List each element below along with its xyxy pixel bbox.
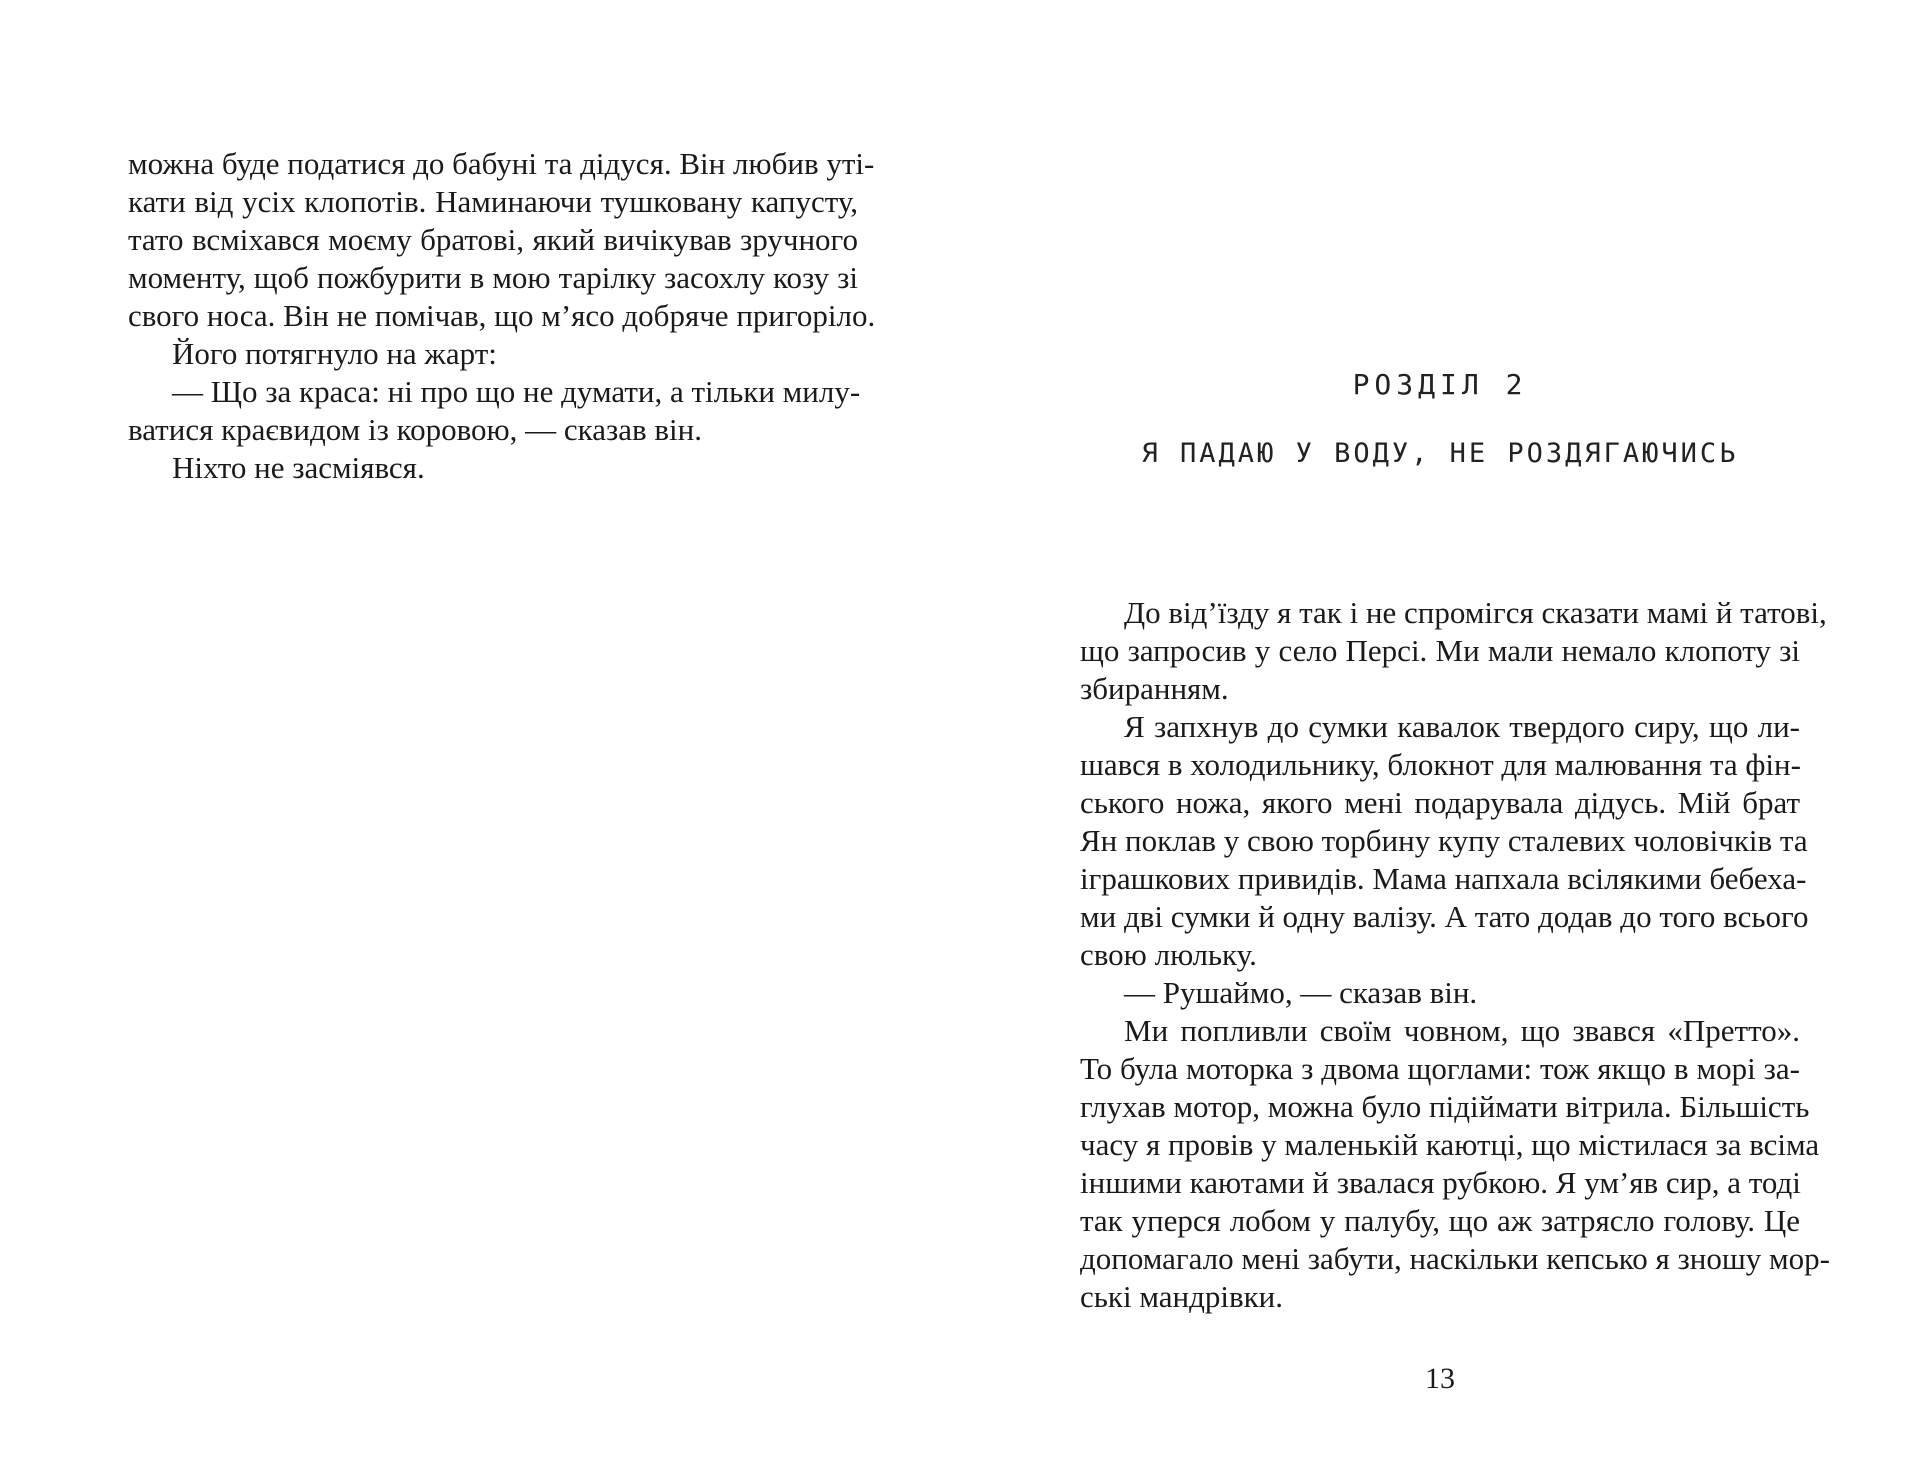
text-line: що запросив у село Персі. Ми мали немало клопоту зі <box>1080 633 1800 668</box>
text-line: іншими каютами й звалася рубкою. Я ум’яв сир, а тоді <box>1080 1165 1801 1200</box>
text-line: Його потягнуло на жарт: <box>172 336 497 371</box>
text-line: свою люльку. <box>1080 937 1257 972</box>
text-line: ватися краєвидом із коровою, — сказав він. <box>128 412 703 447</box>
chapter-label: РОЗДІЛ 2 <box>1352 368 1528 401</box>
text-line: іграшкових привидів. Мама напхала всілякими бебеха- <box>1080 861 1807 896</box>
text-line: допомагало мені забути, наскільки кепсько я зношу мор- <box>1080 1241 1830 1276</box>
text-line: ського ножа, якого мені подарувала дідусь. Мій брат <box>1080 785 1800 820</box>
text-line: ські мандрівки. <box>1080 1279 1283 1314</box>
text-line: глухав мотор, можна було підіймати вітрила. Більшість <box>1080 1089 1810 1124</box>
text-line: Я запхнув до сумки кавалок твердого сиру, що ли- <box>1124 709 1800 744</box>
chapter-title: Я ПАДАЮ У ВОДУ, НЕ РОЗДЯГАЮЧИСЬ <box>1141 438 1739 469</box>
text-line: моменту, щоб пожбурити в мою тарілку засохлу козу зі <box>128 260 858 295</box>
text-line: — Рушаймо, — сказав він. <box>1124 975 1478 1010</box>
text-line: Ян поклав у свою торбину купу сталевих чоловічків та <box>1080 823 1808 858</box>
text-line: кати від усіх клопотів. Наминаючи тушковану капусту, <box>128 184 858 219</box>
text-line: ми дві сумки й одну валізу. А тато додав до того всього <box>1080 899 1809 934</box>
text-line: збиранням. <box>1080 671 1229 706</box>
text-line: Ніхто не засміявся. <box>172 450 425 485</box>
text-line: — Що за краса: ні про що не думати, а тільки милу- <box>172 374 861 409</box>
text-line: До від’їзду я так і не спромігся сказати мамі й татові, <box>1124 595 1827 630</box>
text-line: шався в холодильнику, блокнот для малювання та фін- <box>1080 747 1801 782</box>
text-line: так уперся лобом у палубу, що аж затрясло голову. Це <box>1080 1203 1800 1238</box>
text-line: То була моторка з двома щоглами: тож якщо в морі за- <box>1080 1051 1800 1086</box>
text-line: можна буде податися до бабуні та дідуся. Він любив уті- <box>128 146 875 181</box>
page-number: 13 <box>1425 1362 1455 1395</box>
text-line: Ми попливли своїм човном, що звався «Претто». <box>1124 1013 1800 1048</box>
text-line: свого носа. Він не помічав, що м’ясо добряче пригоріло. <box>128 298 876 333</box>
text-line: часу я провів у маленькій каютці, що містилася за всіма <box>1080 1127 1820 1162</box>
text-line: тато всміхався моєму братові, який вичікував зручного <box>128 222 858 257</box>
